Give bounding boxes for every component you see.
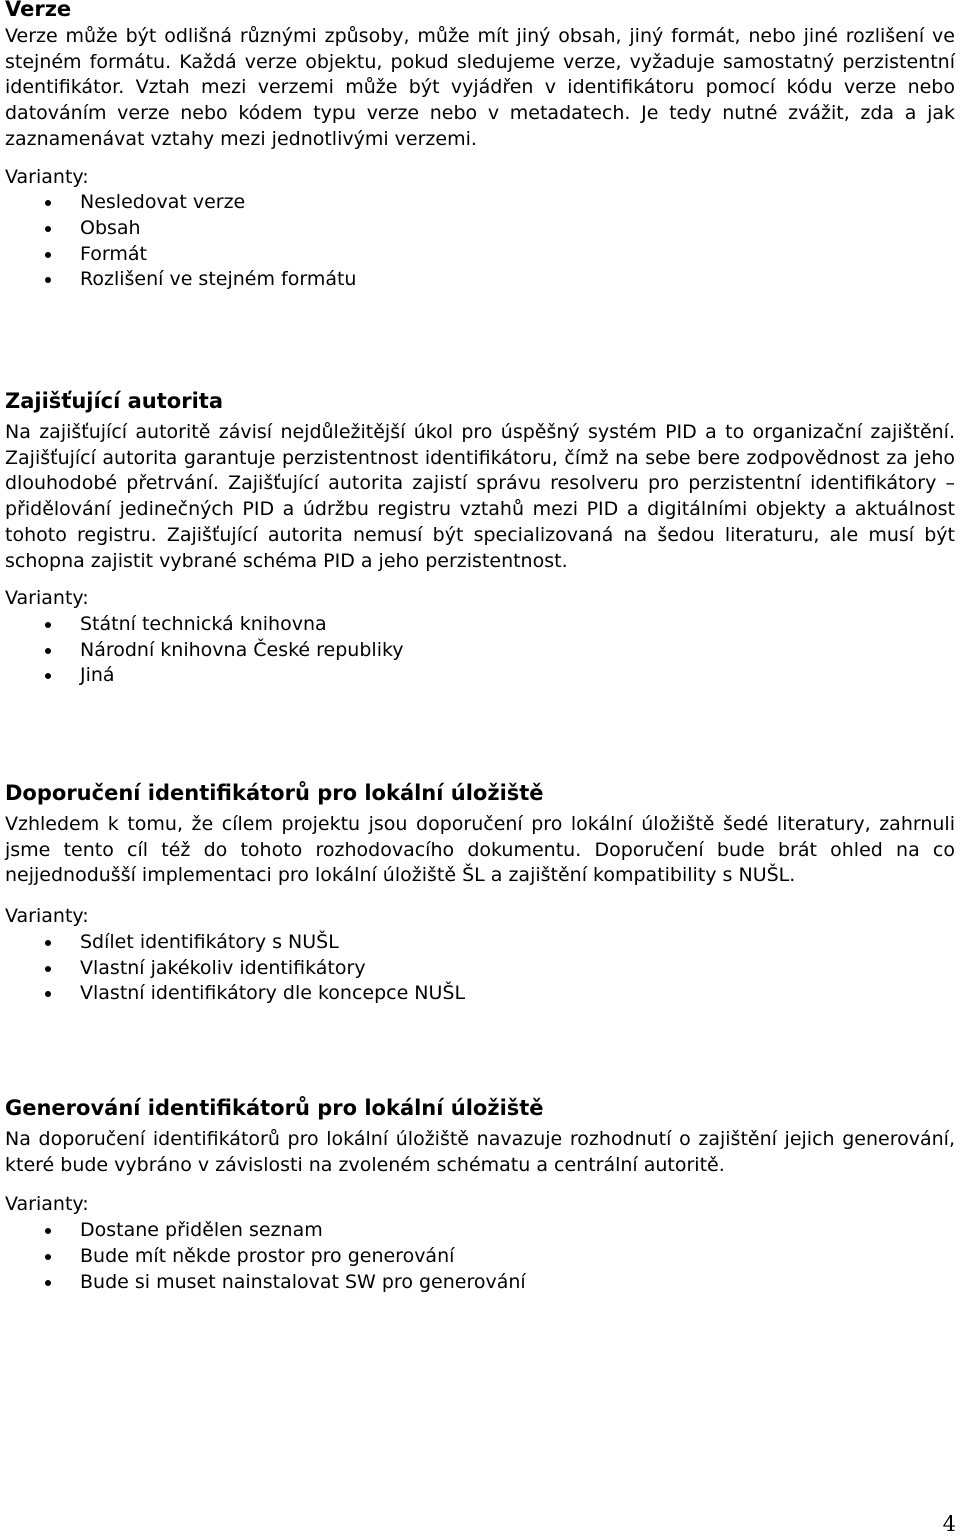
list-item: Státní technická knihovna — [5, 612, 955, 638]
section-paragraph: Vzhledem k tomu, že cílem projektu jsou doporučení pro lokální úložiště šedé literatury, zahrnuli jsme tento cíl též do tohoto rozhodovacího dokumentu. Doporučení bude brát ohled na co nejjednodušší implementaci pro lokální úložiště ŠL a zajištění kompatibility s NUŠL. — [5, 813, 955, 887]
variants-list — [5, 190, 955, 293]
list-item: Jiná — [5, 663, 955, 689]
list-item: Dostane přidělen seznam — [5, 1218, 955, 1244]
list-item: Vlastní identifikátory dle koncepce NUŠL — [5, 981, 955, 1007]
variants-label: Varianty: — [5, 165, 89, 188]
section-paragraph: Na doporučení identifikátorů pro lokální úložiště navazuje rozhodnutí o zajištění jejich generování, které bude vybráno v závislosti na zvoleném schématu a centrální autoritě. — [5, 1128, 955, 1176]
variants-label: Varianty: — [5, 1193, 89, 1216]
section-verze — [5, 0, 955, 293]
list-item: Nesledovat verze — [5, 190, 955, 216]
section-heading: Generování identifikátorů pro lokální úložiště — [5, 1096, 544, 1120]
variants-label: Varianty: — [5, 905, 89, 928]
section-zajistujici-autorita — [5, 388, 955, 689]
list-item: Bude mít někde prostor pro generování — [5, 1244, 955, 1270]
variants-list — [5, 1218, 955, 1295]
list-item: Bude si muset nainstalovat SW pro generování — [5, 1270, 955, 1296]
section-paragraph: Na zajišťující autoritě závisí nejdůležitější úkol pro úspěšný systém PID a to organizační zajištění. Zajišťující autorita garantuje perzistentnost identifikátoru, čímž na sebe bere zodpovědnost za jeho dlouhodobé přetrvání. Zajišťující autorita zajistí správu resolveru pro perzistentní identifikátory – přidělování jedinečných PID a údržbu registru vztahů mezi PID a digitálními objekty a aktuálnost tohoto registru. Zajišťující autorita nemusí být specializovaná na šedou literaturu, ale musí být schopna zajistit vybrané schéma PID a jeho perzistentnost. — [5, 421, 955, 572]
section-generovani — [5, 1095, 955, 1295]
section-doporuceni — [5, 780, 955, 1007]
list-item: Národní knihovna České republiky — [5, 638, 955, 664]
variants-list — [5, 612, 955, 689]
list-item: Formát — [5, 242, 955, 268]
page-number: 4 — [942, 1512, 956, 1536]
section-heading: Zajišťující autorita — [5, 389, 223, 413]
list-item: Obsah — [5, 216, 955, 242]
list-item: Rozlišení ve stejném formátu — [5, 267, 955, 293]
variants-label: Varianty: — [5, 587, 89, 610]
section-paragraph: Verze může být odlišná různými způsoby, může mít jiný obsah, jiný formát, nebo jiné rozlišení ve stejném formátu. Každá verze objektu, pokud sledujeme verze, vyžaduje samostatný perzistentní identifikátor. Vztah mezi verzemi může být vyjádřen v identifikátoru pomocí kódu verze nebo datováním verze nebo kódem typu verze nebo v metadatech. Je tedy nutné zvážit, zda a jak zaznamenávat vztahy mezi jednotlivými verzemi. — [5, 25, 955, 150]
list-item: Vlastní jakékoliv identifikátory — [5, 956, 955, 982]
variants-list — [5, 930, 955, 1007]
section-heading: Verze — [5, 0, 72, 21]
section-heading: Doporučení identifikátorů pro lokální úložiště — [5, 781, 544, 805]
list-item: Sdílet identifikátory s NUŠL — [5, 930, 955, 956]
